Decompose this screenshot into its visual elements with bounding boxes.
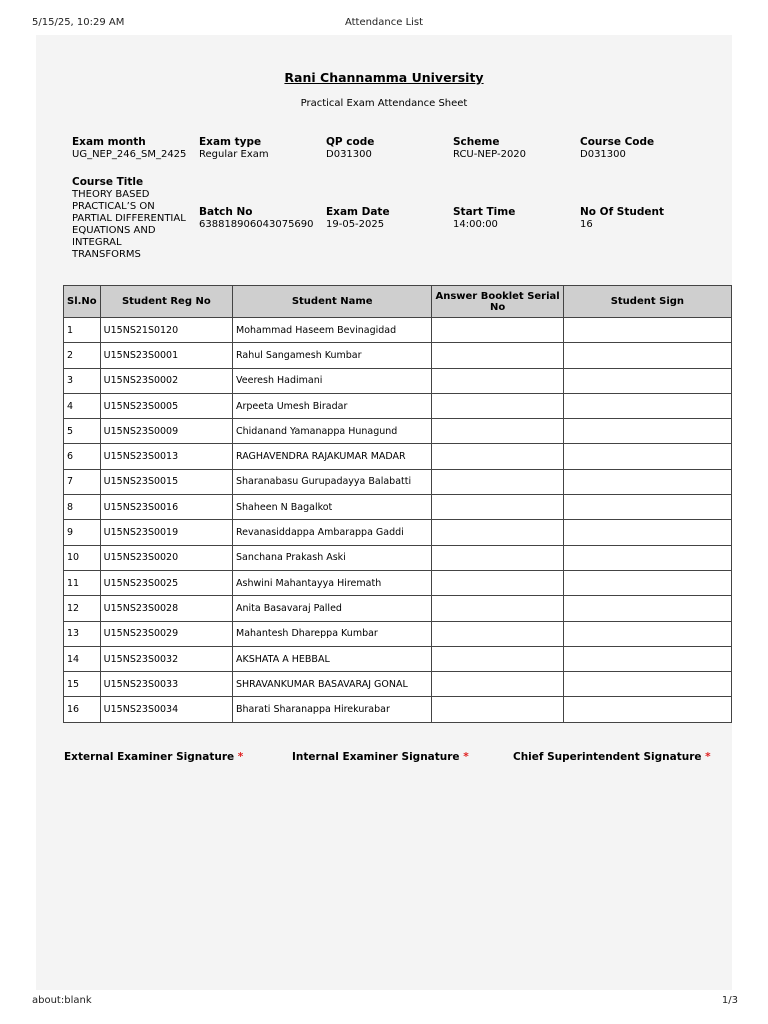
cell-student-sign[interactable] (563, 318, 731, 343)
cell-booklet-serial[interactable] (432, 545, 563, 570)
cell-reg-no: U15NS23S0019 (100, 520, 232, 545)
cell-sl-no: 11 (64, 570, 101, 595)
cell-sl-no: 3 (64, 368, 101, 393)
course-code-field (580, 136, 654, 161)
cell-student-sign[interactable] (563, 444, 731, 469)
cell-student-name: AKSHATA A HEBBAL (233, 646, 432, 671)
table-row (64, 318, 732, 343)
cell-sl-no: 7 (64, 469, 101, 494)
attendance-table (63, 285, 732, 723)
table-row (64, 672, 732, 697)
course-title-line: THEORY BASED (72, 189, 150, 200)
cell-booklet-serial[interactable] (432, 318, 563, 343)
cell-reg-no: U15NS23S0016 (100, 495, 232, 520)
cell-booklet-serial[interactable] (432, 495, 563, 520)
cell-booklet-serial[interactable] (432, 469, 563, 494)
batch-no-value: 638818906043075690 (199, 219, 314, 230)
cell-student-name: Sanchana Prakash Aski (233, 545, 432, 570)
cell-student-name: Anita Basavaraj Palled (233, 596, 432, 621)
cell-booklet-serial[interactable] (432, 697, 563, 722)
cell-student-sign[interactable] (563, 621, 731, 646)
exam-type-label: Exam type (199, 136, 262, 148)
qp-code-field (326, 136, 374, 161)
table-row (64, 419, 732, 444)
sheet-subtitle: Practical Exam Attendance Sheet (300, 98, 468, 109)
exam-type-value: Regular Exam (199, 149, 269, 160)
cell-student-name: Chidanand Yamanappa Hunagund (233, 419, 432, 444)
qp-code-value: D031300 (326, 149, 372, 160)
print-page-title: Attendance List (344, 17, 424, 28)
attendance-sheet (36, 35, 732, 990)
table-row (64, 343, 732, 368)
exam-date-label: Exam Date (326, 206, 390, 218)
cell-reg-no: U15NS23S0013 (100, 444, 232, 469)
course-title-line: TRANSFORMS (72, 249, 141, 260)
cell-reg-no: U15NS23S0015 (100, 469, 232, 494)
cell-booklet-serial[interactable] (432, 444, 563, 469)
cell-reg-no: U15NS23S0025 (100, 570, 232, 595)
cell-student-sign[interactable] (563, 469, 731, 494)
header-booklet-serial: Answer Booklet Serial No (432, 286, 563, 318)
cell-booklet-serial[interactable] (432, 419, 563, 444)
internal-examiner-signature (292, 751, 469, 763)
table-header-row (64, 286, 732, 318)
cell-sl-no: 1 (64, 318, 101, 343)
table-row (64, 545, 732, 570)
course-title-line: PARTIAL DIFFERENTIAL (72, 213, 186, 224)
cell-student-name: Bharati Sharanappa Hirekurabar (233, 697, 432, 722)
print-header (0, 17, 768, 31)
cell-sl-no: 8 (64, 495, 101, 520)
cell-reg-no: U15NS23S0033 (100, 672, 232, 697)
exam-month-label: Exam month (72, 136, 146, 148)
cell-booklet-serial[interactable] (432, 343, 563, 368)
course-title-line: EQUATIONS AND (72, 225, 156, 236)
cell-student-name: Revanasiddappa Ambarappa Gaddi (233, 520, 432, 545)
chief-signature-label: Chief Superintendent Signature (513, 751, 702, 763)
batch-no-label: Batch No (199, 206, 253, 218)
cell-reg-no: U15NS21S0120 (100, 318, 232, 343)
cell-booklet-serial[interactable] (432, 520, 563, 545)
exam-date-value: 19-05-2025 (326, 219, 385, 230)
cell-student-name: Mahantesh Dhareppa Kumbar (233, 621, 432, 646)
cell-sl-no: 5 (64, 419, 101, 444)
scheme-value: RCU-NEP-2020 (453, 149, 527, 160)
course-title-label: Course Title (72, 176, 144, 188)
cell-sl-no: 6 (64, 444, 101, 469)
cell-student-name: Sharanabasu Gurupadayya Balabatti (233, 469, 432, 494)
scheme-field (453, 136, 526, 161)
header-student-name: Student Name (233, 286, 432, 318)
table-row (64, 520, 732, 545)
chief-superintendent-signature (513, 751, 711, 763)
table-row (64, 646, 732, 671)
exam-month-field (72, 136, 186, 161)
cell-booklet-serial[interactable] (432, 646, 563, 671)
cell-sl-no: 14 (64, 646, 101, 671)
start-time-field (453, 206, 515, 231)
course-title-line: INTEGRAL (72, 237, 122, 248)
header-reg-no: Student Reg No (100, 286, 232, 318)
cell-student-name: RAGHAVENDRA RAJAKUMAR MADAR (233, 444, 432, 469)
cell-student-name: Shaheen N Bagalkot (233, 495, 432, 520)
cell-student-sign[interactable] (563, 368, 731, 393)
table-row (64, 495, 732, 520)
required-mark: * (463, 751, 469, 763)
table-row (64, 444, 732, 469)
print-footer (0, 995, 768, 1009)
cell-student-sign[interactable] (563, 495, 731, 520)
cell-reg-no: U15NS23S0028 (100, 596, 232, 621)
batch-no-field (199, 206, 314, 231)
cell-student-sign[interactable] (563, 545, 731, 570)
cell-student-sign[interactable] (563, 393, 731, 418)
internal-signature-label: Internal Examiner Signature (292, 751, 460, 763)
external-examiner-signature (64, 751, 243, 763)
cell-booklet-serial[interactable] (432, 672, 563, 697)
cell-student-name: Veeresh Hadimani (233, 368, 432, 393)
cell-sl-no: 2 (64, 343, 101, 368)
cell-booklet-serial[interactable] (432, 621, 563, 646)
cell-student-sign[interactable] (563, 697, 731, 722)
cell-reg-no: U15NS23S0001 (100, 343, 232, 368)
cell-student-sign[interactable] (563, 343, 731, 368)
external-signature-label: External Examiner Signature (64, 751, 235, 763)
cell-sl-no: 13 (64, 621, 101, 646)
exam-date-field (326, 206, 390, 231)
cell-booklet-serial[interactable] (432, 596, 563, 621)
table-row (64, 469, 732, 494)
start-time-label: Start Time (453, 206, 516, 218)
cell-student-sign[interactable] (563, 570, 731, 595)
required-mark: * (237, 751, 244, 763)
cell-student-sign[interactable] (563, 520, 731, 545)
table-row (64, 368, 732, 393)
exam-month-value: UG_NEP_246_SM_2425 (72, 149, 187, 160)
cell-sl-no: 4 (64, 393, 101, 418)
cell-booklet-serial[interactable] (432, 570, 563, 595)
scheme-label: Scheme (453, 136, 500, 148)
table-row (64, 570, 732, 595)
cell-student-name: Ashwini Mahantayya Hiremath (233, 570, 432, 595)
print-url: about:blank (32, 995, 92, 1006)
qp-code-label: QP code (326, 136, 375, 148)
cell-reg-no: U15NS23S0020 (100, 545, 232, 570)
course-code-label: Course Code (580, 136, 655, 148)
university-title: Rani Channamma University (284, 70, 484, 85)
header-student-sign: Student Sign (563, 286, 731, 318)
cell-sl-no: 9 (64, 520, 101, 545)
cell-student-name: SHRAVANKUMAR BASAVARAJ GONAL (233, 672, 432, 697)
cell-sl-no: 10 (64, 545, 101, 570)
exam-type-field (199, 136, 269, 161)
required-mark: * (705, 751, 711, 763)
cell-student-sign[interactable] (563, 646, 731, 671)
cell-reg-no: U15NS23S0005 (100, 393, 232, 418)
cell-student-name: Mohammad Haseem Bevinagidad (233, 318, 432, 343)
cell-student-sign[interactable] (563, 596, 731, 621)
student-count-label: No Of Student (580, 206, 664, 218)
cell-reg-no: U15NS23S0009 (100, 419, 232, 444)
table-body (64, 318, 732, 723)
cell-sl-no: 16 (64, 697, 101, 722)
header-sl-no: Sl.No (64, 286, 101, 318)
cell-booklet-serial[interactable] (432, 393, 563, 418)
course-code-value: D031300 (580, 149, 626, 160)
cell-student-name: Arpeeta Umesh Biradar (233, 393, 432, 418)
course-title-field (72, 176, 197, 261)
cell-sl-no: 12 (64, 596, 101, 621)
print-page-number: 1/3 (721, 995, 738, 1006)
table-row (64, 697, 732, 722)
cell-reg-no: U15NS23S0029 (100, 621, 232, 646)
print-datetime: 5/15/25, 10:29 AM (32, 17, 125, 28)
cell-student-name: Rahul Sangamesh Kumbar (233, 343, 432, 368)
cell-reg-no: U15NS23S0032 (100, 646, 232, 671)
cell-booklet-serial[interactable] (432, 368, 563, 393)
table-row (64, 621, 732, 646)
cell-reg-no: U15NS23S0034 (100, 697, 232, 722)
student-count-value: 16 (580, 219, 593, 230)
cell-student-sign[interactable] (563, 672, 731, 697)
start-time-value: 14:00:00 (453, 219, 498, 230)
student-count-field (580, 206, 664, 231)
cell-student-sign[interactable] (563, 419, 731, 444)
course-title-line: PRACTICAL’S ON (72, 201, 155, 212)
table-row (64, 596, 732, 621)
table-row (64, 393, 732, 418)
cell-reg-no: U15NS23S0002 (100, 368, 232, 393)
cell-sl-no: 15 (64, 672, 101, 697)
